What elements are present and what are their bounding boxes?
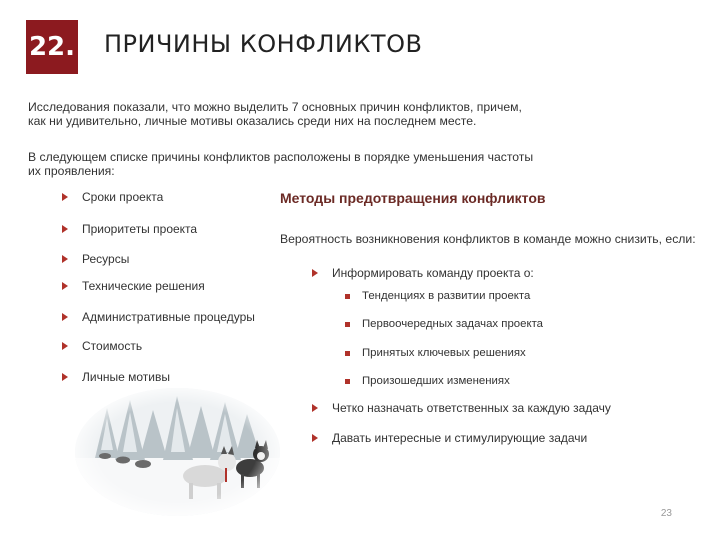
- intro-paragraph-2: [28, 150, 588, 178]
- cause-item-7: [62, 370, 170, 384]
- cause-label: Технические решения: [82, 279, 205, 293]
- cause-item-1: [62, 190, 163, 204]
- sub-label: Первоочередных задачах проекта: [362, 318, 543, 330]
- cause-label: Стоимость: [82, 339, 143, 353]
- slide-number-badge: 22.: [26, 20, 78, 74]
- intro-2-line-1: В следующем списке причины конфликтов расположены в порядке уменьшения частоты: [28, 150, 534, 164]
- cause-item-3: [62, 252, 129, 266]
- arrow-bullet-icon: [312, 434, 318, 442]
- arrow-bullet-icon: [312, 404, 318, 412]
- method-inform: [312, 266, 534, 280]
- method-assign: [312, 401, 611, 415]
- square-bullet-icon: [345, 351, 350, 356]
- arrow-bullet-icon: [62, 282, 68, 290]
- sub-label: Принятых ключевых решениях: [362, 347, 526, 359]
- sub-label: Тенденциях в развитии проекта: [362, 290, 531, 302]
- cause-label: Сроки проекта: [82, 190, 164, 204]
- arrow-bullet-icon: [312, 269, 318, 277]
- arrow-bullet-icon: [62, 255, 68, 263]
- intro-2-line-2: их проявления:: [28, 164, 115, 178]
- square-bullet-icon: [345, 294, 350, 299]
- method-label: Давать интересные и стимулирующие задачи: [332, 431, 588, 445]
- intro-1-line-1: Исследования показали, что можно выделить 7 основных причин конфликтов, причем,: [28, 100, 522, 114]
- inform-sub-item-1: [345, 290, 530, 302]
- arrow-bullet-icon: [62, 225, 68, 233]
- cause-item-2: [62, 222, 197, 236]
- page-number: 23: [660, 508, 672, 519]
- arrow-bullet-icon: [62, 342, 68, 350]
- cause-item-6: [62, 339, 142, 353]
- method-label: Информировать команду проекта о:: [332, 266, 534, 280]
- cause-label: Ресурсы: [82, 252, 130, 266]
- inform-sub-item-2: [345, 318, 543, 330]
- intro-1-line-2: как ни удивительно, личные мотивы оказались среди них на последнем месте.: [28, 114, 477, 128]
- cause-label: Приоритеты проекта: [82, 222, 198, 236]
- methods-intro: Вероятность возникновения конфликтов в команде можно снизить, если:: [280, 232, 696, 246]
- cause-item-4: [62, 279, 205, 293]
- cause-label: Административные процедуры: [82, 310, 255, 324]
- sled-dogs-photo: [75, 388, 280, 516]
- square-bullet-icon: [345, 379, 350, 384]
- method-interesting: [312, 431, 587, 445]
- cause-item-5: [62, 310, 255, 324]
- inform-sub-item-3: [345, 347, 526, 359]
- intro-paragraph-1: [28, 100, 588, 128]
- square-bullet-icon: [345, 322, 350, 327]
- inform-sub-item-4: [345, 375, 510, 387]
- arrow-bullet-icon: [62, 373, 68, 381]
- cause-label: Личные мотивы: [82, 370, 170, 384]
- sled-dogs-illustration: [75, 388, 280, 516]
- page-title: ПРИЧИНЫ КОНФЛИКТОВ: [104, 30, 423, 58]
- method-label: Четко назначать ответственных за каждую задачу: [332, 401, 611, 415]
- arrow-bullet-icon: [62, 193, 68, 201]
- methods-heading: Методы предотвращения конфликтов: [280, 190, 546, 206]
- sub-label: Произошедших изменениях: [362, 375, 510, 387]
- arrow-bullet-icon: [62, 313, 68, 321]
